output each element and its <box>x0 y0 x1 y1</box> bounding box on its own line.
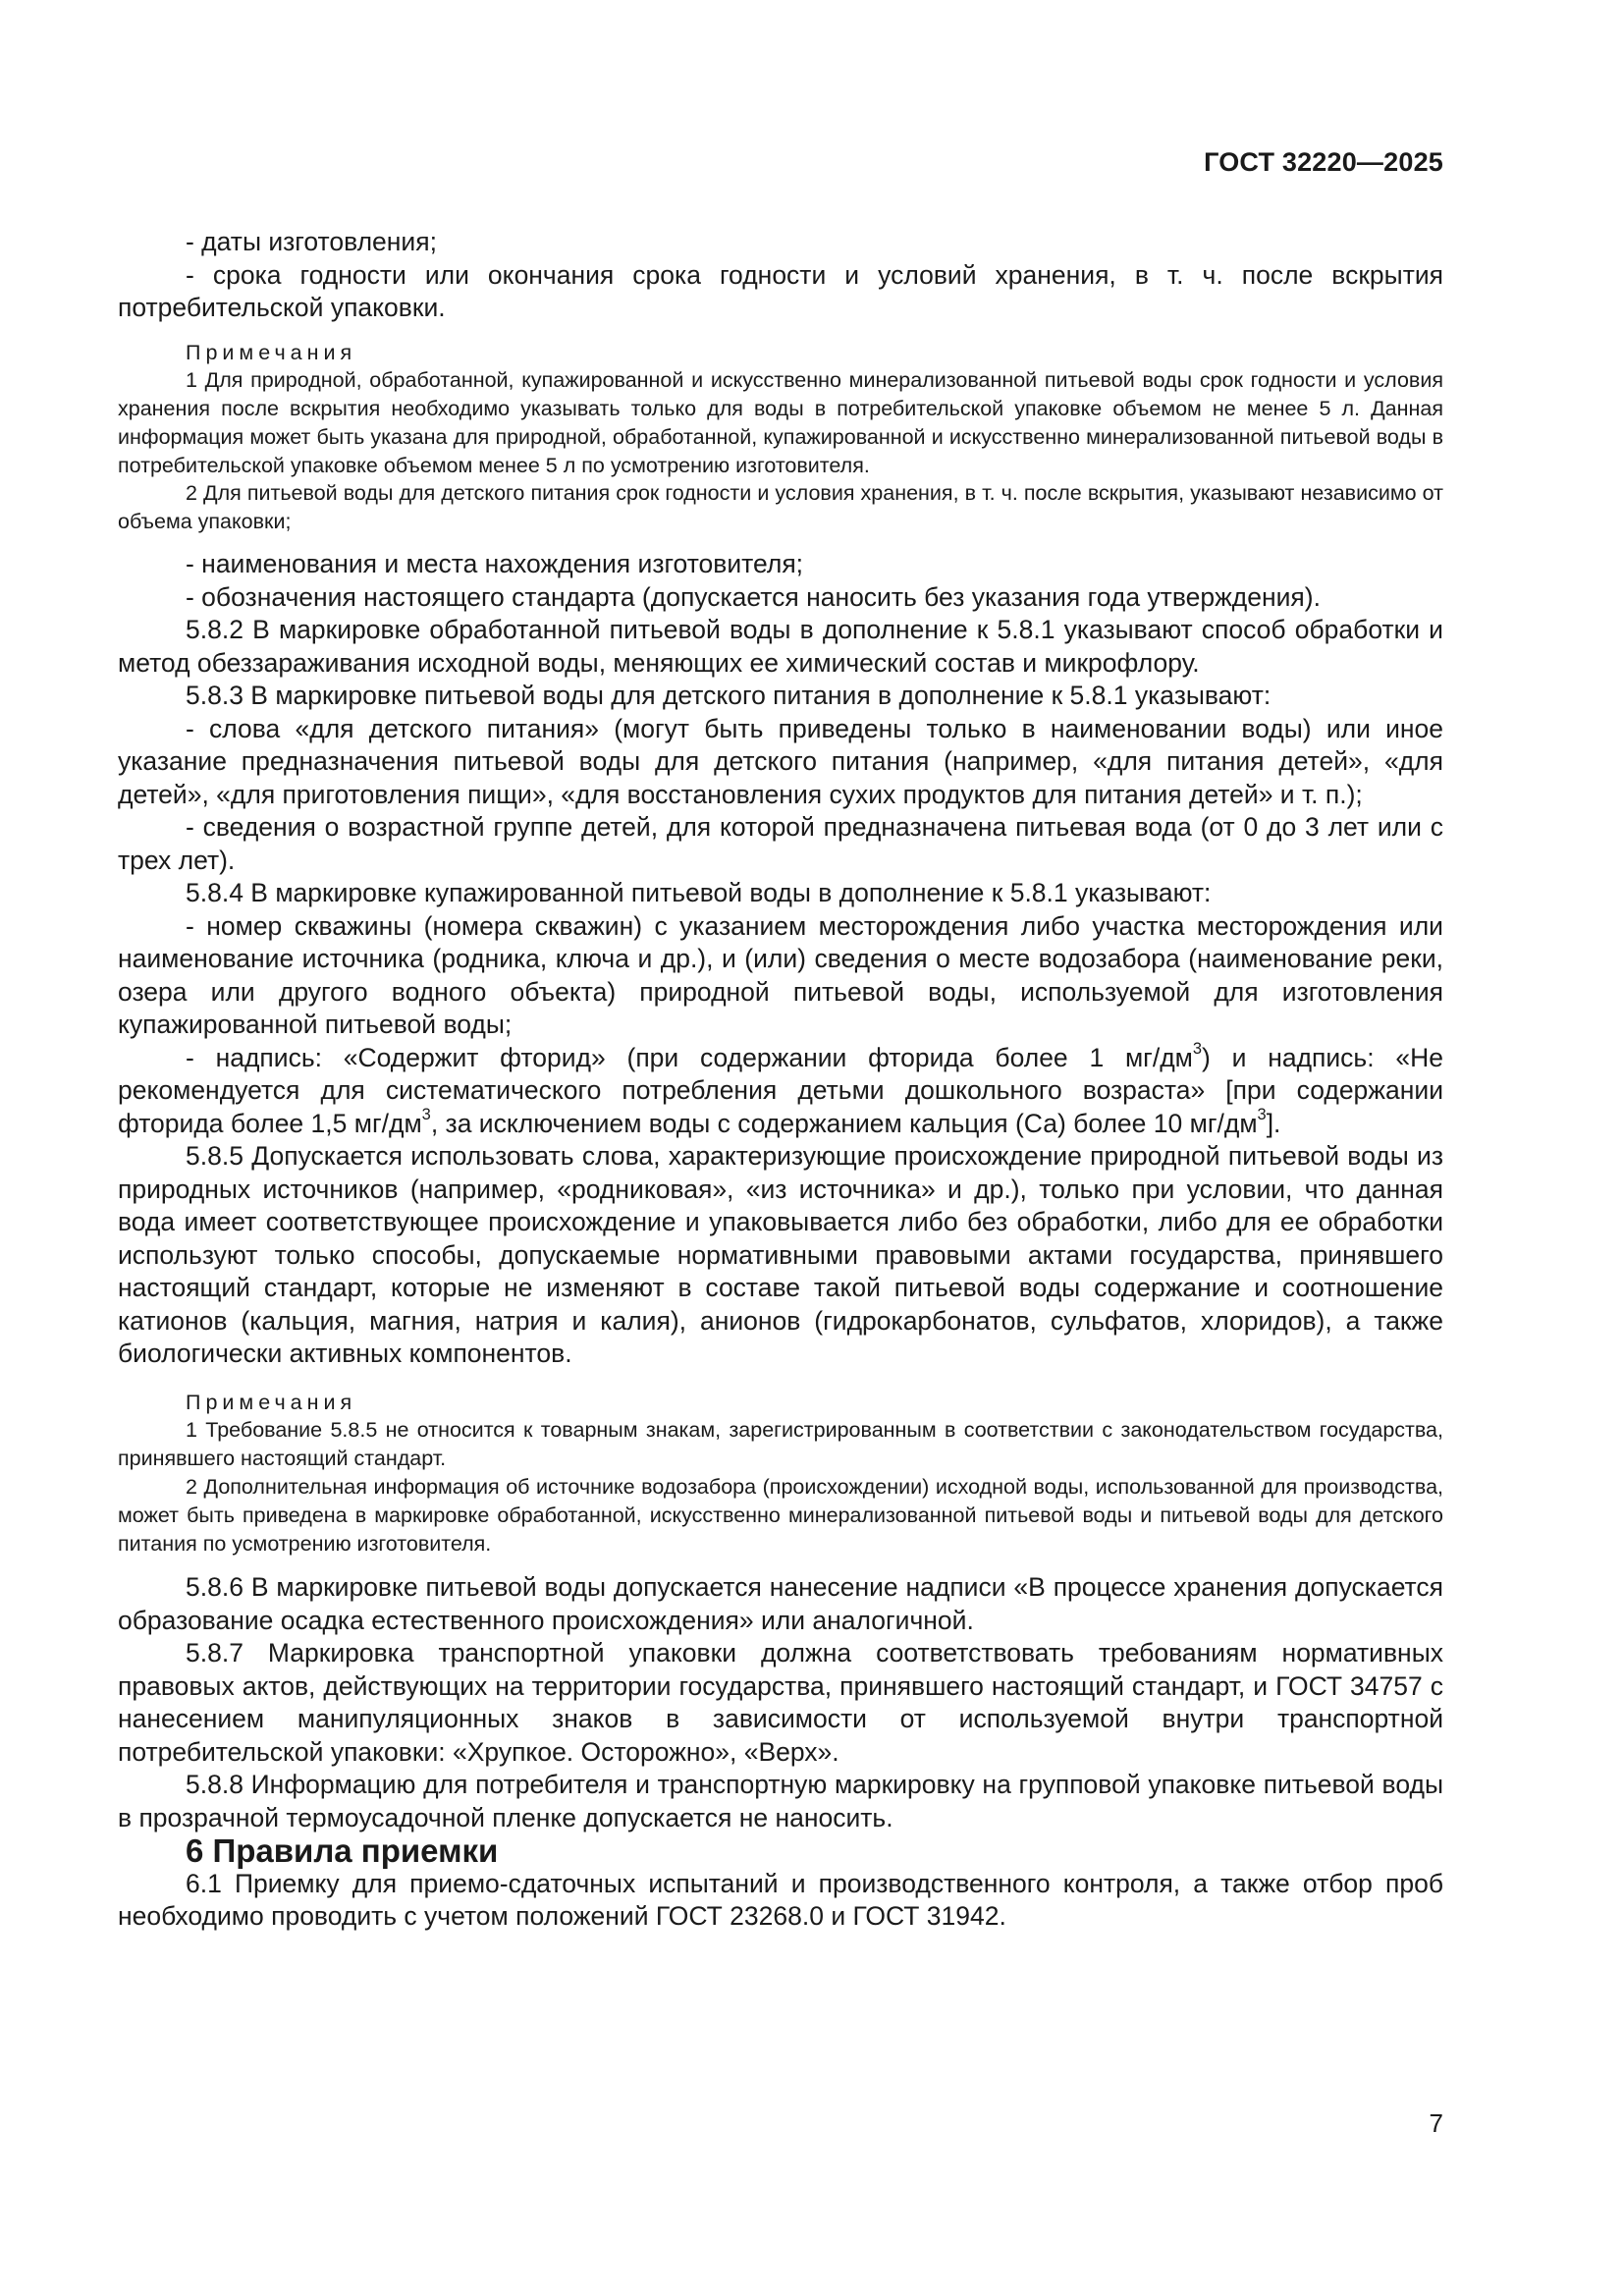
clause-5-8-8: 5.8.8 Информацию для потребителя и транспортную маркировку на групповой упаковке питьевой воды в прозрачной термоусадочной пленке допускается не наносить. <box>118 1770 1443 1832</box>
list-item: - слова «для детского питания» (могут быть приведены только в наименовании воды) или иное указание предназначения питьевой воды для детского питания (например, «для питания детей», «для детей», «для приготовления пищи», «для восстановления сухих продуктов для питания детей» и т. п.); <box>118 713 1443 809</box>
list-item: - наименования и места нахождения изготовителя; <box>186 549 804 579</box>
note-item: 1 Для природной, обработанной, купажированной и искусственно минерализованной питьевой воды срок годности и условия хранения после вскрытия необходимо указывать только для воды в потребительской упаковке объемом не менее 5 л. Данная информация может быть указана для природной, обработанной, купажированной и искусственно минерализованной питьевой воды в потребительской упаковке объемом менее 5 л по усмотрению изготовителя. <box>118 368 1443 477</box>
clause-6-1: 6.1 Приемку для приемо-сдаточных испытаний и производственного контроля, а также отбор проб необходимо проводить с учетом положений ГОСТ 23268.0 и ГОСТ 31942. <box>118 1868 1443 1932</box>
document-body <box>118 226 1443 1934</box>
list-item: - срока годности или окончания срока годности и условий хранения, в т. ч. после вскрытия потребительской упаковки. <box>118 259 1443 322</box>
document-page <box>118 0 1443 2296</box>
clause-5-8-2: 5.8.2 В маркировке обработанной питьевой воды в дополнение к 5.8.1 указывают способ обработки и метод обеззараживания исходной воды, меняющих ее химический состав и микрофлору. <box>118 615 1443 678</box>
document-header: ГОСТ 32220—2025 <box>1204 147 1443 177</box>
note-item: 2 Дополнительная информация об источнике водозабора (происхождении) исходной воды, использованной для производства, может быть приведена в маркировке обработанной, искусственно минерализованной питьевой воды и питьевой воды для детского питания по усмотрению изготовителя. <box>118 1474 1443 1556</box>
clause-5-8-4: 5.8.4 В маркировке купажированной питьевой воды в дополнение к 5.8.1 указывают: <box>186 878 1212 908</box>
list-item: - номер скважины (номера скважин) с указанием месторождения либо участка месторождения или наименование источника (родника, ключа и др.), и (или) сведения о месте водозабора (наименование реки, озера или другого водного объекта) природной питьевой воды, используемой для изготовления купажированной питьевой воды; <box>118 910 1443 1040</box>
note-item: 1 Требование 5.8.5 не относится к товарным знакам, зарегистрированным в соответствии с законодательством государства, принявшего настоящий стандарт. <box>118 1418 1443 1471</box>
notes-heading: Примечания <box>186 340 357 364</box>
section-heading: 6 Правила приемки <box>186 1832 499 1870</box>
clause-5-8-7: 5.8.7 Маркировка транспортной упаковки должна соответствовать требованиям нормативных правовых актов, действующих на территории государства, принявшего настоящий стандарт, и ГОСТ 34757 с нанесением манипуляционных знаков в зависимости от используемой внутри транспортной потребительской упаковки: «Хрупкое. Осторожно», «Верх». <box>118 1638 1443 1767</box>
clause-5-8-3: 5.8.3 В маркировке питьевой воды для детского питания в дополнение к 5.8.1 указывают: <box>186 681 1271 711</box>
notes-block <box>118 1389 1443 1558</box>
notes-heading: Примечания <box>186 1390 357 1414</box>
clause-5-8-5: 5.8.5 Допускается использовать слова, характеризующие происхождение природной питьевой воды из природных источников (например, «родниковая», «из источника» и др.), только при условии, что данная вода имеет соответствующее происхождение и упаковывается либо без обработки, либо для ее обработки используют только способы, допускаемые нормативными правовыми актами государства, принявшего настоящий стандарт, которые не изменяют в составе такой питьевой воды содержание и соотношение катионов (кальция, магния, натрия и калия), анионов (гидрокарбонатов, сульфатов, хлоридов), а также биологически активных компонентов. <box>118 1141 1443 1369</box>
list-item-fluoride: - надпись: «Содержит фторид» (при содержании фторида более 1 $мг/дм^3$) и надпись: «Не рекомендуется для систематического потребления детьми дошкольного возраста» [при содержании фторида более 1,5 $мг/дм^3$, за исключением воды с содержанием кальция (Са) более 10 $мг/дм^3$]. <box>118 1040 1443 1138</box>
list-item: - обозначения настоящего стандарта (допускается наносить без указания года утверждения). <box>186 581 1321 612</box>
note-item: 2 Для питьевой воды для детского питания срок годности и условия хранения, в т. ч. после вскрытия, указывают независимо от объема упаковки; <box>118 481 1443 534</box>
list-item: - сведения о возрастной группе детей, для которой предназначена питьевая вода (от 0 до 3 лет или с трех лет). <box>118 812 1443 875</box>
list-item: - даты изготовления; <box>186 227 437 256</box>
notes-block <box>118 339 1443 537</box>
page-number: 7 <box>1429 2108 1443 2138</box>
clause-5-8-6: 5.8.6 В маркировке питьевой воды допускается нанесение надписи «В процессе хранения допускается образование осадка естественного происхождения» или аналогичной. <box>118 1572 1443 1635</box>
